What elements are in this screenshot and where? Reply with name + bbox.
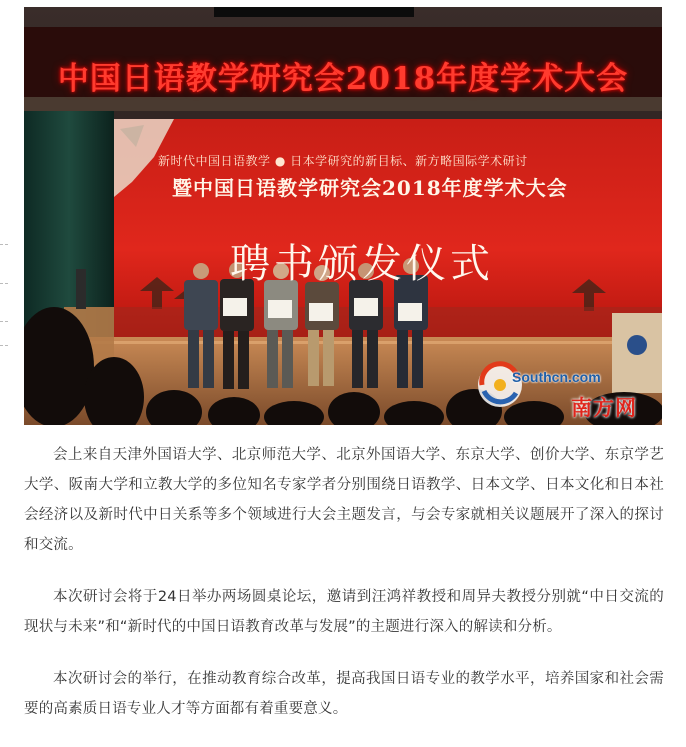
article-paragraph: 本次研讨会的举行，在推动教育综合改革，提高我国日语专业的教学水平，培养国家和社会需要的高素质日语专业人才等方面都有着重要意义。 — [24, 671, 664, 717]
watermark-english: Southcn.com — [512, 369, 601, 385]
screen-main-title: 聘书颁发仪式 — [230, 241, 494, 287]
banner-title: 中国日语教学研究会2018年度学术大会 — [57, 61, 629, 97]
screen-heading: 暨中国日语教学研究会2018年度学术大会 — [172, 176, 568, 200]
left-margin-marker — [0, 244, 8, 245]
article-paragraph: 会上来自天津外国语大学、北京师范大学、北京外国语大学、东京大学、创价大学、东京学艺大学、阪南大学和立教大学的多位知名专家学者分别围绕日语教学、日本文学、日本文化和日本社会经济以及新时代中日关系等多个领域进行大会主题发言，与会专家就相关议题展开了深入的探讨和交流。 — [24, 447, 664, 553]
left-margin-marker — [0, 321, 8, 322]
watermark-chinese: 南方网 — [571, 396, 637, 420]
left-margin-marker — [0, 345, 8, 346]
article-body — [24, 440, 664, 746]
screen-subtitle: 新时代中国日语教学 ● 日本学研究的新目标、新方略国际学术研讨 — [158, 154, 528, 168]
left-margin-marker — [0, 283, 8, 284]
article-paragraph: 本次研讨会将于24日举办两场圆桌论坛，邀请到汪鸿祥教授和周异夫教授分别就“中日交流的现状与未来”和“新时代的中国日语教育改革与发展”的主题进行深入的解读和分析。 — [24, 589, 664, 635]
news-photo — [24, 7, 662, 425]
